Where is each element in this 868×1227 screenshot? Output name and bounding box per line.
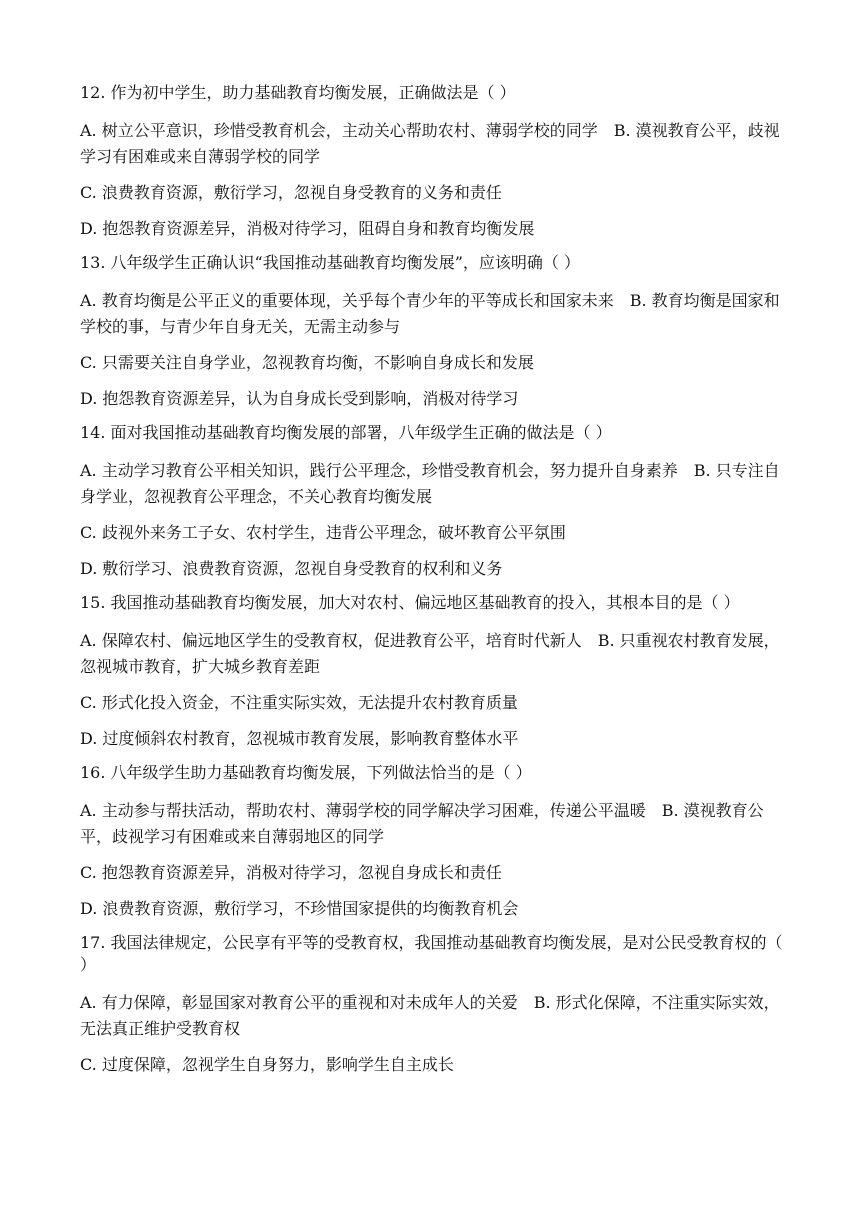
option-a-b: A. 树立公平意识，珍惜受教育机会，主动关心帮助农村、薄弱学校的同学 B. 漠视教育公平，歧视学习有困难或来自薄弱学校的同学 [80, 121, 780, 166]
option-a-b: A. 保障农村、偏远地区学生的受教育权，促进教育公平，培育时代新人 B. 只重视农村教育发展，忽视城市教育，扩大城乡教育差距 [80, 631, 780, 676]
option-a-b: A. 教育均衡是公平正义的重要体现，关乎每个青少年的平等成长和国家未来 B. 教育均衡是国家和学校的事，与青少年自身无关，无需主动参与 [80, 291, 780, 336]
question-15 [80, 592, 785, 752]
question-stem: 12. 作为初中学生，助力基础教育均衡发展，正确做法是（ ） [80, 83, 516, 102]
document-page [80, 82, 785, 1088]
question-stem: 13. 八年级学生正确认识“我国推动基础教育均衡发展”，应该明确（ ） [80, 253, 580, 272]
option-c: C. 过度保障，忽视学生自身努力，影响学生自主成长 [80, 1055, 454, 1074]
question-12 [80, 82, 785, 242]
option-c: C. 形式化投入资金，不注重实际实效，无法提升农村教育质量 [80, 693, 518, 712]
question-stem: 17. 我国法律规定，公民享有平等的受教育权，我国推动基础教育均衡发展，是对公民受教育权的（ ） [80, 933, 783, 974]
question-13 [80, 252, 785, 412]
option-c: C. 浪费教育资源，敷衍学习，忽视自身受教育的义务和责任 [80, 183, 502, 202]
question-16 [80, 762, 785, 922]
option-c: C. 抱怨教育资源差异，消极对待学习，忽视自身成长和责任 [80, 863, 502, 882]
option-d: D. 浪费教育资源，敷衍学习，不珍惜国家提供的均衡教育机会 [80, 899, 519, 918]
question-14 [80, 422, 785, 582]
option-a-b: A. 主动学习教育公平相关知识，践行公平理念，珍惜受教育机会，努力提升自身素养 B. 只专注自身学业，忽视教育公平理念，不关心教育均衡发展 [80, 461, 780, 506]
option-d: D. 过度倾斜农村教育，忽视城市教育发展，影响教育整体水平 [80, 729, 519, 748]
option-a-b: A. 有力保障，彰显国家对教育公平的重视和对未成年人的关爱 B. 形式化保障，不注重实际实效，无法真正维护受教育权 [80, 993, 780, 1038]
option-d: D. 敷衍学习、浪费教育资源，忽视自身受教育的权利和义务 [80, 559, 503, 578]
question-stem: 15. 我国推动基础教育均衡发展，加大对农村、偏远地区基础教育的投入，其根本目的是（ ） [80, 593, 740, 612]
option-d: D. 抱怨教育资源差异，消极对待学习，阻碍自身和教育均衡发展 [80, 219, 535, 238]
question-17 [80, 932, 785, 1078]
option-d: D. 抱怨教育资源差异，认为自身成长受到影响，消极对待学习 [80, 389, 519, 408]
option-c: C. 只需要关注自身学业，忽视教育均衡，不影响自身成长和发展 [80, 353, 534, 372]
option-c: C. 歧视外来务工子女、农村学生，违背公平理念，破坏教育公平氛围 [80, 523, 566, 542]
question-stem: 16. 八年级学生助力基础教育均衡发展，下列做法恰当的是（ ） [80, 763, 532, 782]
option-a-b: A. 主动参与帮扶活动，帮助农村、薄弱学校的同学解决学习困难，传递公平温暖 B. 漠视教育公平，歧视学习有困难或来自薄弱地区的同学 [80, 801, 764, 846]
question-stem: 14. 面对我国推动基础教育均衡发展的部署，八年级学生正确的做法是（ ） [80, 423, 612, 442]
